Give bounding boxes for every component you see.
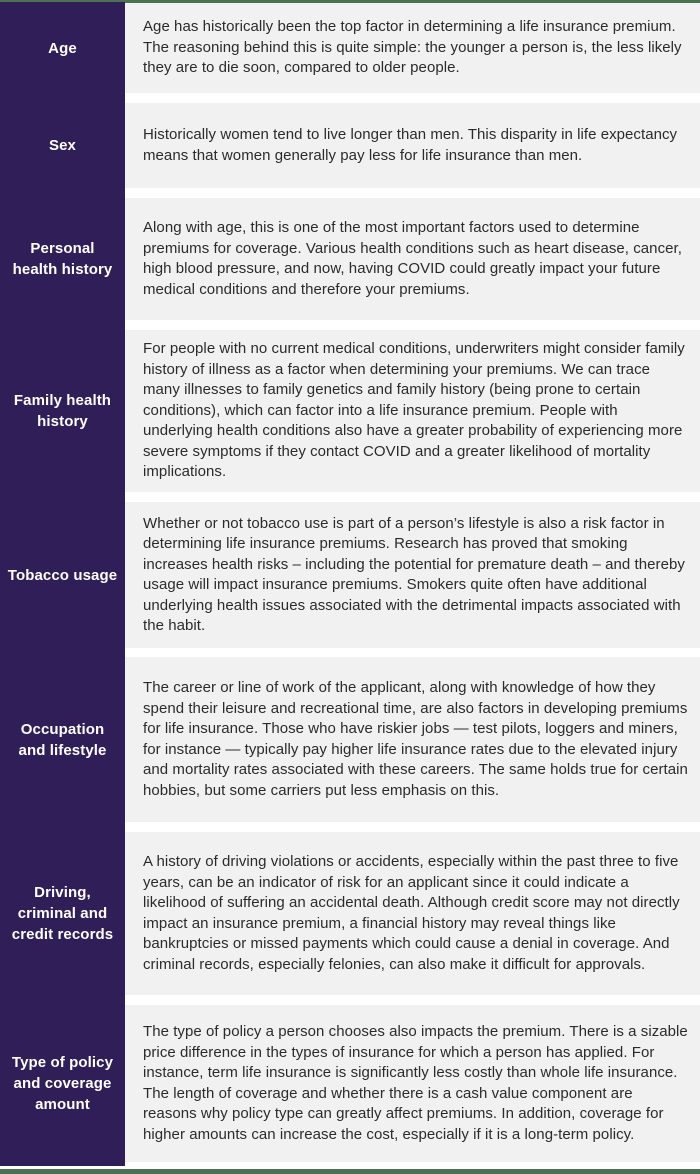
row-content-cell xyxy=(125,198,700,320)
row-label: Personal health history xyxy=(12,240,113,278)
table-row-sex xyxy=(0,103,700,188)
table-row-age xyxy=(0,3,700,93)
table-row-type-of-policy-coverage-amount xyxy=(0,1005,700,1162)
row-text: Along with age, this is one of the most important factors used to determine premiums for coverage. Various health conditions such as heart disease, cancer, high blood pressure, and now, having COVID could greatly impact your future medical conditions and therefore your premiums. xyxy=(143,219,682,298)
row-label: Type of policy and coverage amount xyxy=(11,1054,114,1113)
row-content-cell xyxy=(125,832,700,995)
table-row-personal-health-history xyxy=(0,198,700,320)
row-label: Family health history xyxy=(13,392,112,430)
row-text: For people with no current medical conditions, underwriters might consider family history of illness as a factor when determining your premiums. We can trace many illnesses to family genetics and family history (being prone to certain conditions), which can factor into a life insurance premium. People with underlying health conditions also have a greater probability of experiencing more severe symptoms if they contact COVID and a greater likelihood of mortality implications. xyxy=(143,340,685,481)
row-label-cell xyxy=(0,330,125,492)
row-content-cell xyxy=(125,1005,700,1162)
row-label-cell xyxy=(0,198,125,320)
bottom-accent-bar xyxy=(0,1169,700,1174)
row-label: Occupation and lifestyle xyxy=(18,720,107,759)
row-text: Historically women tend to live longer than men. This disparity in life expectancy means that women generally pay less for life insurance than men. xyxy=(143,126,678,164)
row-text: A history of driving violations or accidents, especially within the past three to five years, can be an indicator of risk for an applicant since it could indicate a likelihood of suffering an accidental death. Although credit score may not directly impact an insurance premium, a financial history may reveal things like bankruptcies or missed payments which could cause a denial in coverage. And criminal records, especially felonies, can also make it difficult for approvals. xyxy=(143,853,680,973)
row-label-cell xyxy=(0,832,125,995)
row-label-cell xyxy=(0,657,125,822)
row-text: Age has historically been the top factor in determining a life insurance premium. The reasoning behind this is quite simple: the younger a person is, the less likely they are to die soon, compared to older people. xyxy=(143,18,682,77)
premium-factors-table xyxy=(0,3,700,1162)
table-row-driving-criminal-credit-records xyxy=(0,832,700,995)
row-content-cell xyxy=(125,3,700,93)
row-text: The type of policy a person chooses also impacts the premium. There is a sizable price difference in the types of insurance for which a person has applied. For instance, term life insurance is significantly less costly than whole life insurance. The length of coverage and whether there is a cash value component are reasons why policy type can greatly affect premiums. In addition, coverage for higher amounts can increase the cost, especially if it is a long-term policy. xyxy=(143,1023,688,1143)
row-label-cell xyxy=(0,103,125,188)
row-content-cell xyxy=(125,103,700,188)
row-content-cell xyxy=(125,657,700,822)
row-label-cell xyxy=(0,3,125,93)
row-content-cell xyxy=(125,330,700,492)
row-text: The career or line of work of the applicant, along with knowledge of how they spend their leisure and recreational time, are also factors in developing premiums for life insurance. Those who have riskier jobs — test pilots, loggers and miners, for instance — typically pay higher life insurance rates due to the elevated injury and mortality rates associated with these careers. The same holds true for certain hobbies, but some carriers put less emphasis on this. xyxy=(143,679,688,799)
row-text: Whether or not tobacco use is part of a person’s lifestyle is also a risk factor in determining life insurance premiums. Research has proved that smoking increases health risks – including the potential for premature death – and thereby usage will impact insurance premiums. Smokers quite often have additional underlying health issues associated with the detrimental impacts associated with the habit. xyxy=(143,514,685,634)
table-row-family-health-history xyxy=(0,330,700,492)
row-content-cell xyxy=(125,502,700,648)
table-row-occupation-and-lifestyle xyxy=(0,657,700,822)
row-label: Tobacco usage xyxy=(7,566,118,584)
row-label: Sex xyxy=(49,137,76,154)
row-label: Driving, criminal and credit records xyxy=(11,884,114,943)
table-row-tobacco-usage xyxy=(0,502,700,648)
row-label-cell xyxy=(0,1005,125,1162)
row-label-cell xyxy=(0,502,125,648)
row-label: Age xyxy=(48,39,77,57)
